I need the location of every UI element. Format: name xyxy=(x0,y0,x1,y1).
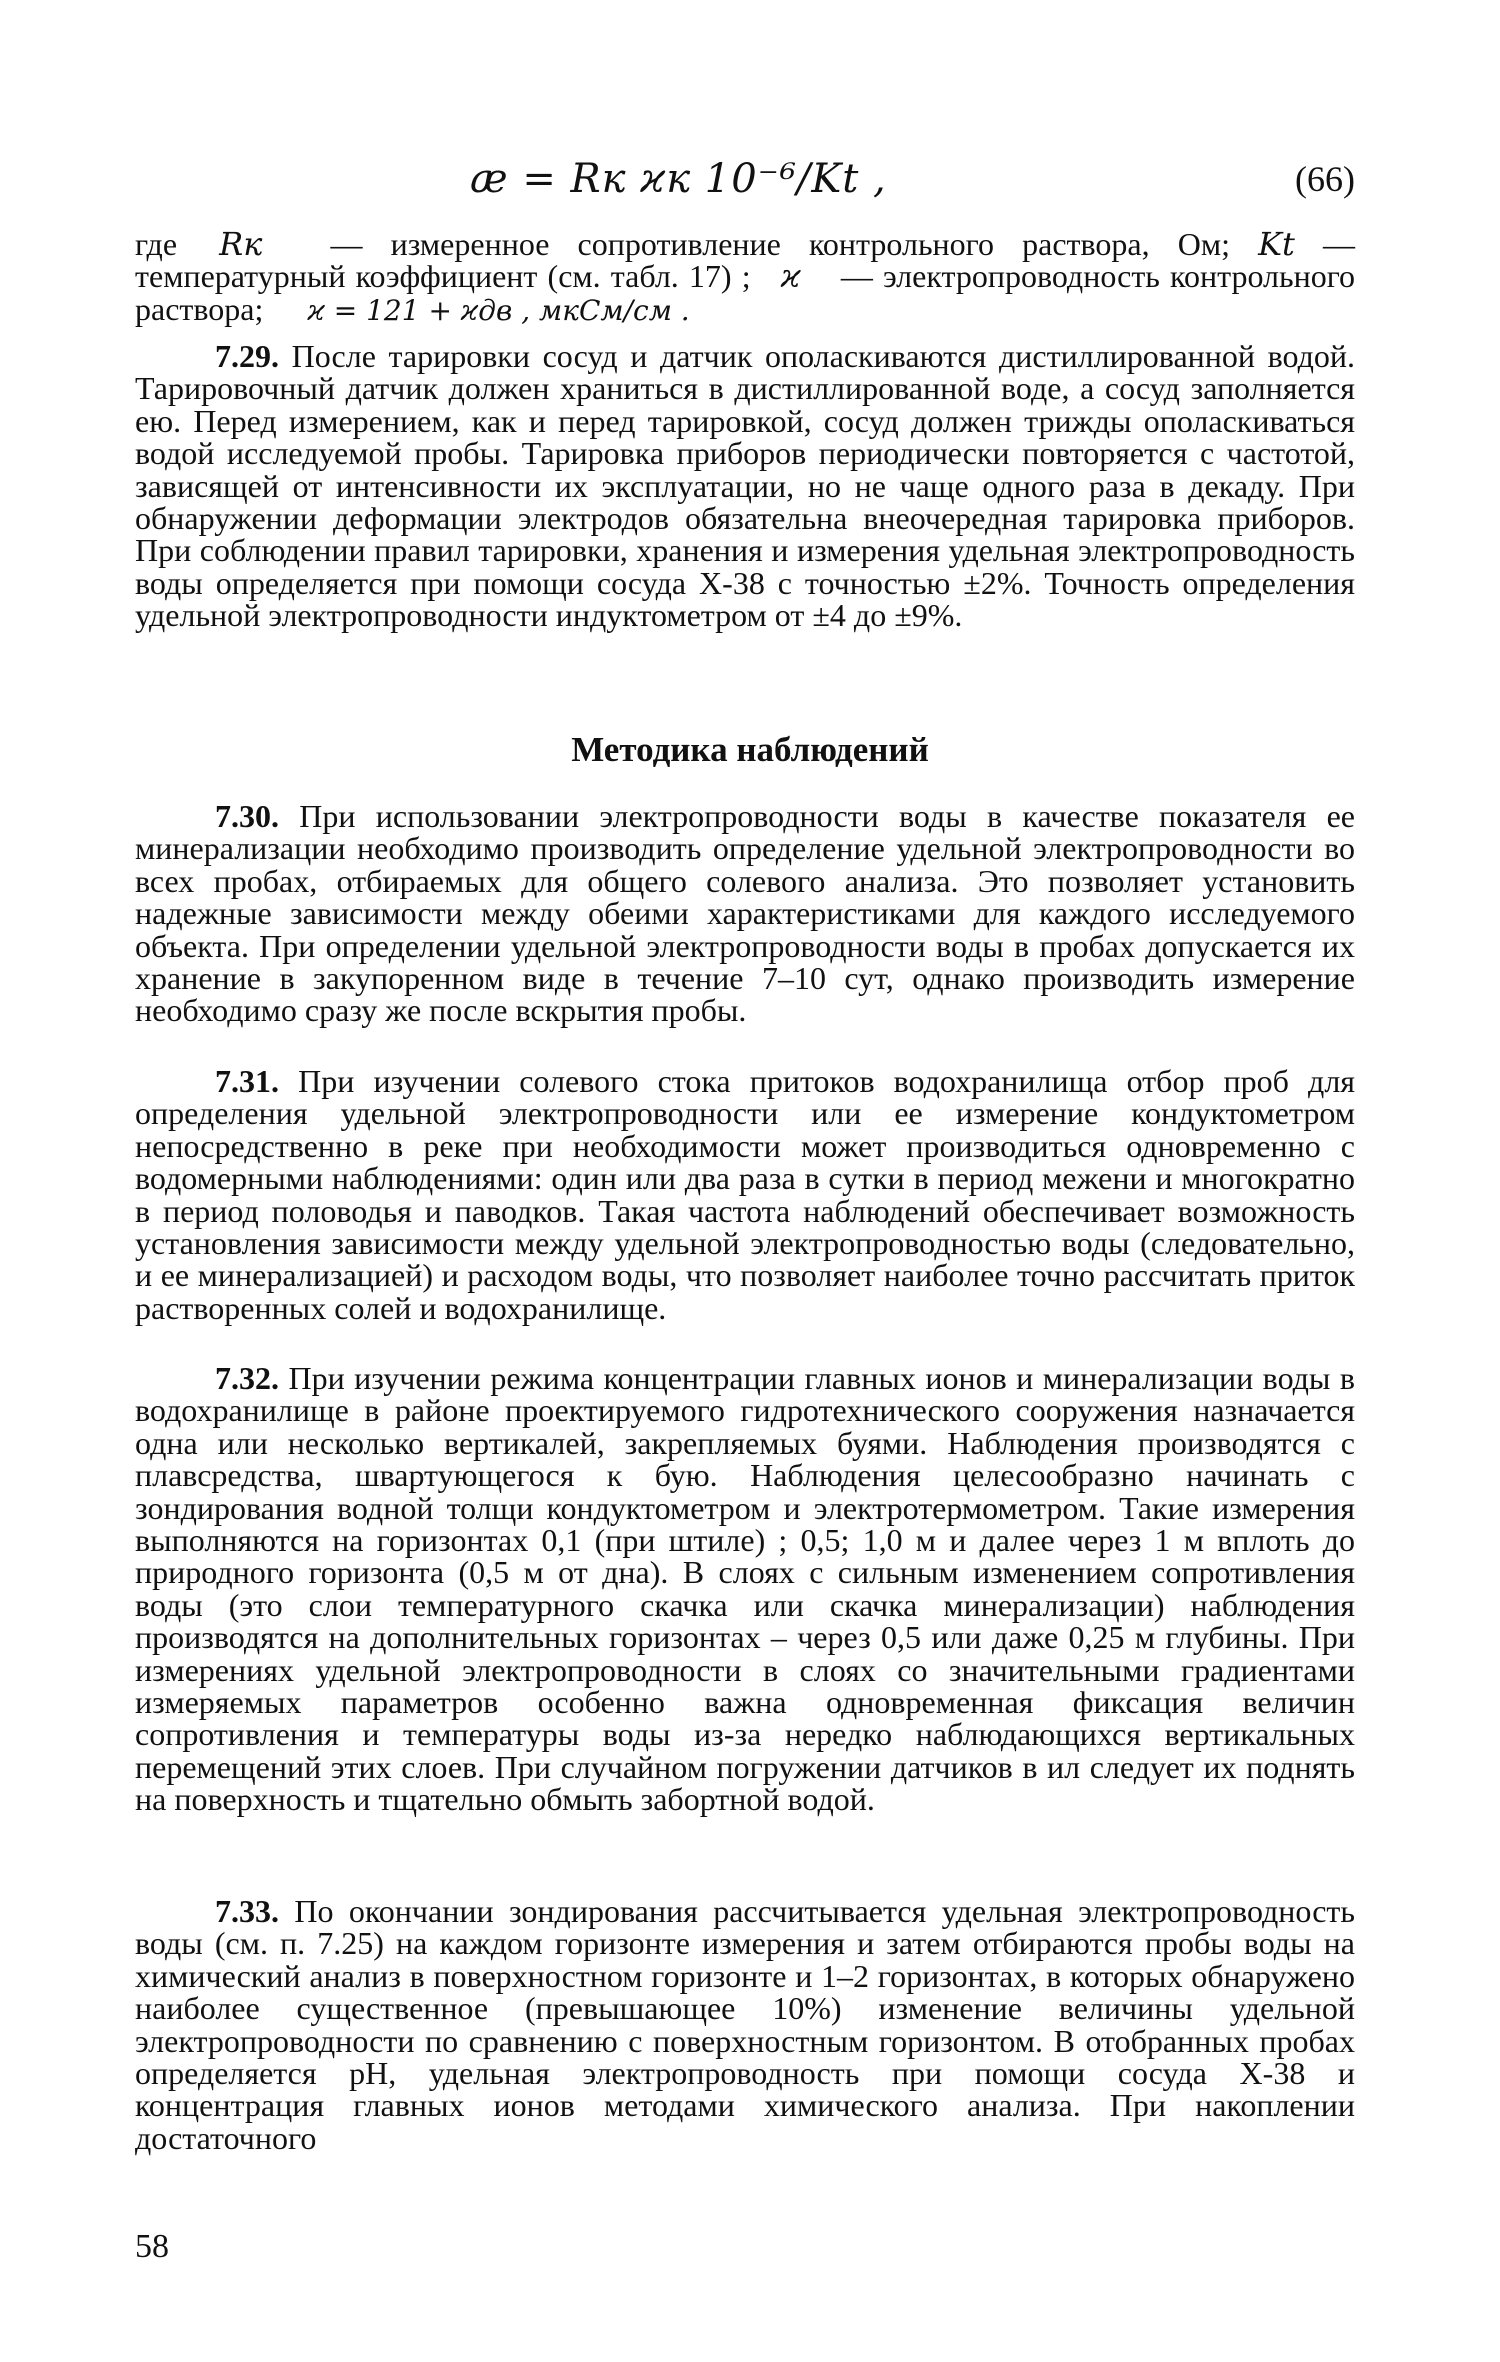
where-intro: где xyxy=(135,226,178,262)
paragraph-7-29 xyxy=(135,340,1355,632)
paragraph-text: При изучении режима концентрации главных ионов и минерализации воды в водохранилище в районе проектируемого гидротехнического сооружения назначается одна или несколько вертикалей, закрепляемых буями. Наблюдения производятся с плавсредства, швартующегося к бую. Наблюдения целесообразно начинать с зондирования водной толщи кондуктометром и электротермометром. Такие измерения выполняются на горизонтах 0,1 (при штиле) ; 0,5; 1,0 м и далее через 1 м вплоть до природного горизонта (0,5 м от дна). В слоях с сильным изменением сопротивления воды (это слои температурного скачка или скачка минерализации) наблюдения производятся на дополнительных горизонтах – через 0,5 или даже 0,25 м глубины. При измерениях удельной электропроводности в слоях со значительными градиентами измеряемых параметров особенно важна одновременная фиксация величин сопротивления и температуры воды из-за нередко наблюдающихся вертикальных перемещений этих слоев. При случайном погружении датчиков в ил следует их поднять на поверхность и тщательно обмыть забортной водой. xyxy=(135,1360,1356,1818)
kappa-formula: ϰ = 121 + ϰдв , мкСм/см . xyxy=(307,293,690,327)
paragraph-number: 7.33. xyxy=(215,1893,279,1929)
formula-expression: æ = Rк ϰк 10⁻⁶/Kt , xyxy=(470,156,887,202)
section-heading: Методика наблюдений xyxy=(571,730,929,769)
rk-definition: — измеренное сопротивление контрольного раствора, Ом; xyxy=(330,226,1230,262)
kappa-definition: — электропроводность контрольного раствора; xyxy=(135,258,1356,327)
rk-symbol: Rк xyxy=(219,225,263,263)
formula-66 xyxy=(135,150,1355,220)
page-number: 58 xyxy=(135,2228,169,2265)
paragraph-number: 7.29. xyxy=(215,338,279,374)
paragraph-text: После тарировки сосуд и датчик ополаскиваются дистиллированной водой. Тарировочный датчик должен храниться в дистиллированной воде, а сосуд заполняется ею. Перед измерением, как и перед тарировкой, сосуд должен трижды ополаскиваться водой исследуемой пробы. Тарировка приборов периодически повторяется с частотой, зависящей от интенсивности их эксплуатации, но не чаще одного раза в декаду. При обнаружении деформации электродов обязательна внеочередная тарировка приборов. При соблюдении правил тарировки, хранения и измерения удельная электропроводность воды определяется при помощи сосуда Х-38 с точностью ±2%. Точность определения удельной электропроводности индуктометром от ±4 до ±9%. xyxy=(135,338,1356,634)
kappa-symbol: ϰ xyxy=(780,257,801,296)
kt-definition: — температурный коэффициент (см. табл. 17) ; xyxy=(135,226,1355,295)
paragraph-7-33 xyxy=(135,1895,1355,2154)
paragraph-7-32 xyxy=(135,1362,1355,1816)
paragraph-7-30 xyxy=(135,800,1355,1027)
paragraph-7-31 xyxy=(135,1065,1355,1324)
paragraph-number: 7.32. xyxy=(215,1360,279,1396)
paragraph-text: При использовании электропроводности воды в качестве показателя ее минерализации необходимо производить определение удельной электропроводности во всех пробах, отбираемых для общего солевого анализа. Это позволяет установить надежные зависимости между обеими характеристиками для каждого исследуемого объекта. При определении удельной электропроводности воды в пробах допускается их хранение в закупоренном виде в течение 7–10 сут, однако производить измерение необходимо сразу же после вскрытия пробы. xyxy=(135,798,1356,1029)
paragraph-text: По окончании зондирования рассчитывается удельная электропроводность воды (см. п. 7.25) на каждом горизонте измерения и затем отбираются пробы воды на химический анализ в поверхностном горизонте и 1–2 горизонтах, в которых обнаружено наиболее существенное (превышающее 10%) изменение величины удельной электропроводности по сравнению с поверхностным горизонтом. В отобранных пробах определяется рН, удельная электропроводность при помощи сосуда Х-38 и концентрация главных ионов методами химического анализа. При накоплении достаточного xyxy=(135,1893,1356,2156)
paragraph-number: 7.30. xyxy=(215,798,279,834)
paragraph-number: 7.31. xyxy=(215,1063,279,1099)
equation-number: (66) xyxy=(1295,159,1355,199)
paragraph-text: При изучении солевого стока притоков водохранилища отбор проб для определения удельной электропроводности или ее измерение кондуктометром непосредственно в реке при необходимости может производиться одновременно с водомерными наблюдениями: один или два раза в сутки в период межени и многократно в период половодья и паводков. Такая частота наблюдений обеспечивает возможность установления зависимости между удельной электропроводностью воды (следовательно, и ее минерализацией) и расходом воды, что позволяет наиболее точно рассчитать приток растворенных солей и водохранилище. xyxy=(135,1063,1356,1326)
kt-symbol: Kt xyxy=(1258,225,1295,263)
definitions-paragraph xyxy=(135,225,1356,327)
